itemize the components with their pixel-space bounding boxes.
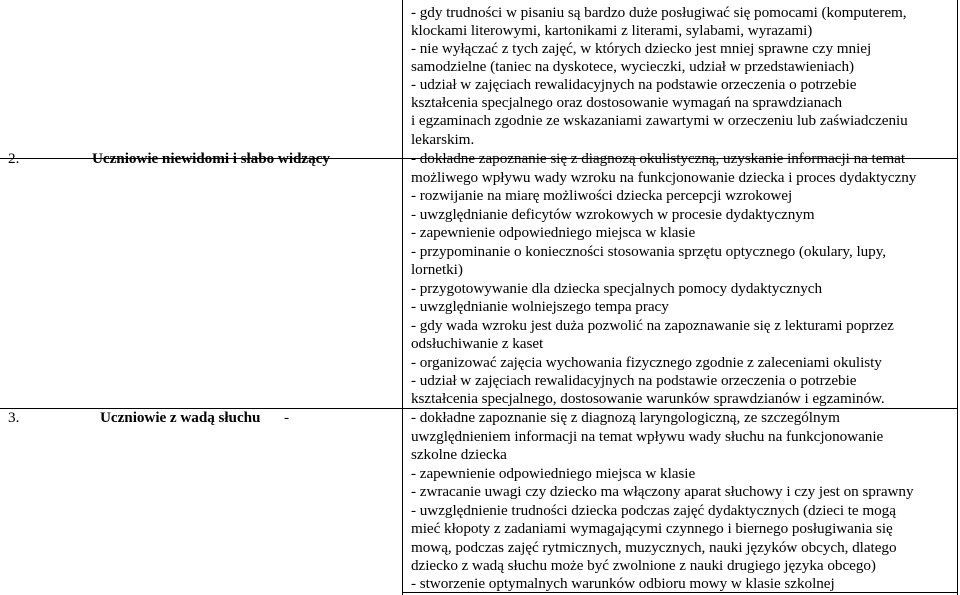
table-border-right [957, 0, 958, 595]
row-3-category: Uczniowie z wadą słuchu [100, 409, 261, 426]
row-2-line: - gdy wada wzroku jest duża pozwolić na zapoznawanie się z lekturami poprzez [411, 317, 894, 334]
row-1-line: klockami literowymi, kartonikami z literami, sylabami, wyrazami) [411, 22, 813, 39]
row-2-category: Uczniowie niewidomi i słabo widzący [92, 150, 330, 167]
row-3-line: szkolne dziecka [411, 446, 507, 463]
row-1-line: samodzielne (taniec na dyskotece, wycieczki, udział w przedstawieniach) [411, 58, 855, 75]
row-2-line: możliwego wpływu wady wzroku na funkcjonowanie dziecka i proces dydaktyczny [411, 169, 917, 186]
row-3-line: dziecko z wadą słuchu może być zwolnione z nauki drugiego języka obcego) [411, 557, 876, 574]
row-2-line: - udział w zajęciach rewalidacyjnych na podstawie orzeczenia o potrzebie [411, 372, 857, 389]
row-1-line: - gdy trudności w pisaniu są bardzo duże posługiwać się pomocami (komputerem, [411, 4, 907, 21]
row-1-line: - udział w zajęciach rewalidacyjnych na podstawie orzeczenia o potrzebie [411, 76, 857, 93]
row-1-line: kształcenia specjalnego oraz dostosowanie wymagań na sprawdzianach [411, 94, 843, 111]
row-2-line: - zapewnienie odpowiedniego miejsca w klasie [411, 224, 696, 241]
table-border-left-of-content [402, 0, 403, 595]
row-2-number: 2. [8, 150, 20, 167]
row-3-line: - dokładne zapoznanie się z diagnozą laryngologiczną, ze szczególnym [411, 409, 840, 426]
row-2-line: - dokładne zapoznanie się z diagnozą okulistyczną, uzyskanie informacji na temat [411, 150, 906, 167]
row-1-line: - nie wyłączać z tych zajęć, w których dziecko jest mniej sprawne czy mniej [411, 40, 872, 57]
row-2-line: - przygotowywanie dla dziecka specjalnych pomocy dydaktycznych [411, 280, 823, 297]
row-1-line: i egzaminach zgodnie ze wskazaniami zawartymi w orzeczeniu lub zaświadczeniu [411, 112, 908, 129]
row-3-line: mieć kłopoty z zadaniami wymagającymi czynnego i biernego posługiwania się [411, 520, 893, 537]
row-2-line: - uwzględnianie deficytów wzrokowych w procesie dydaktycznym [411, 206, 815, 223]
row-2-line: - przypominanie o konieczności stosowania sprzętu optycznego (okulary, lupy, [411, 243, 887, 260]
row-3-line: - uwzględnienie trudności dziecka podczas zajęć dydaktycznych (dzieci te mogą [411, 502, 896, 519]
row-3-line: mową, podczas zajęć rytmicznych, muzycznych, nauki języków obcych, dlatego [411, 539, 897, 556]
row-2-line: kształcenia specjalnego, dostosowanie warunków sprawdzianów i egzaminów. [411, 390, 885, 407]
row-2-line: odsłuchiwanie z kaset [411, 335, 544, 352]
row-3-category-dash: - [284, 409, 290, 426]
row-2-line: - rozwijanie na miarę możliwości dziecka percepcji wzrokowej [411, 187, 793, 204]
row-3-line: uwzględnieniem informacji na temat wpływu wady słuchu na funkcjonowanie [411, 428, 884, 445]
row-1-line: lekarskim. [411, 131, 475, 148]
row-3-line: - zapewnienie odpowiedniego miejsca w klasie [411, 465, 696, 482]
row-3-line: - stworzenie optymalnych warunków odbioru mowy w klasie szkolnej [411, 575, 835, 592]
row-2-line: - uwzględnianie wolniejszego tempa pracy [411, 298, 669, 315]
row-2-line: - organizować zajęcia wychowania fizycznego zgodnie z zaleceniami okulisty [411, 354, 882, 371]
row-3-number: 3. [8, 409, 20, 426]
row-3-line: - zwracanie uwagi czy dziecko ma włączony aparat słuchowy i czy jest on sprawny [411, 483, 914, 500]
row-2-line: lornetki) [411, 261, 463, 278]
